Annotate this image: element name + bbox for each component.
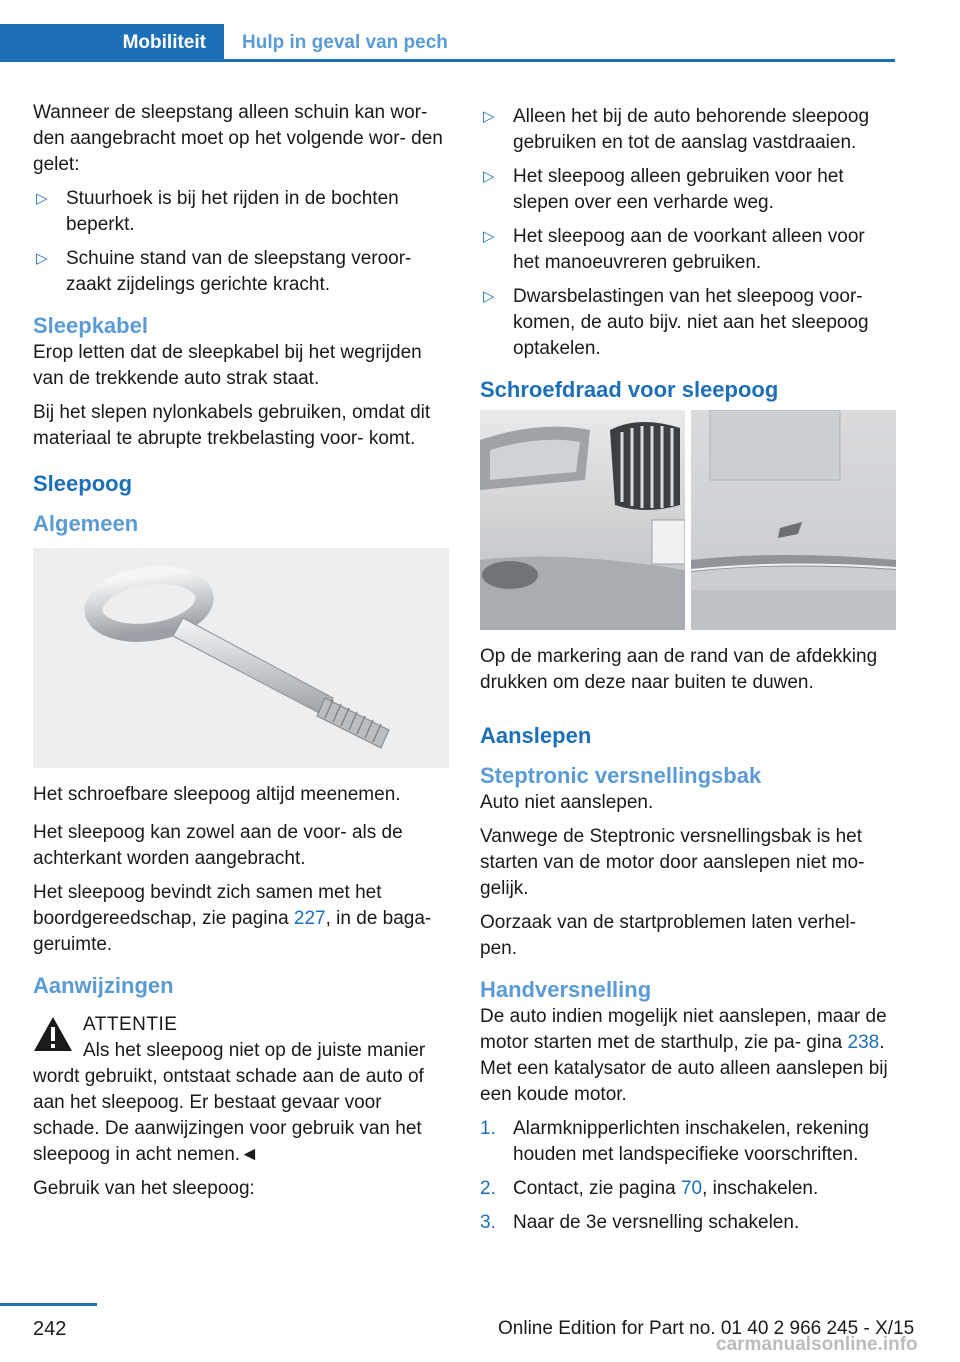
page-link-70[interactable]: 70 [680,1178,703,1199]
triangle-right-icon: ▷ [483,228,495,245]
list-item: ▷ Stuurhoek is bij het rijden in de bochten beperkt. [36,188,399,235]
list-item: ▷ Het sleepoog aan de voorkant alleen voor het manoeuvreren gebruiken. [483,226,865,273]
page-link-227[interactable]: 227 [293,908,326,929]
bumper-photo-illustration [480,410,896,630]
warning-block [33,1012,449,1168]
step-number: 1. [480,1118,496,1139]
triangle-right-icon: ▷ [36,250,48,267]
warning-triangle-icon [33,1016,73,1052]
heading-sleepoog: Sleepoog [33,471,133,496]
steptronic-paragraph-2: Vanwege de Steptronic versnellingsbak is het starten van de motor door aanslepen niet mo‐ gelijk. [480,826,865,899]
intro-bullet-list [33,186,449,298]
heading-aanslepen: Aanslepen [480,723,592,748]
list-item: ▷ Alleen het bij de auto behorende sleepoog gebruiken en tot de aanslag vastdraaien. [483,106,870,153]
list-item: ▷ Schuine stand van de sleepstang veroor‐ zaakt zijdelings gerichte kracht. [36,248,412,295]
left-column [33,100,449,1210]
algemeen-paragraph-3: Het sleepoog bevindt zich samen met het boordgereedschap, zie pagina 227, in de baga‐ geruimte. [33,882,432,955]
algemeen-paragraph-1: Het schroefbare sleepoog altijd meenemen. [33,784,401,805]
handversnelling-paragraph: De auto indien mogelijk niet aanslepen, maar de motor starten met de starthulp, zie pa‐ gina 238. Met een katalysator de auto alleen aanslepen bij een koude motor. [480,1006,888,1105]
intro-paragraph: Wanneer de sleepstang alleen schuin kan wor‐ den aangebracht moet op het volgende wor‐ den gelet: [33,102,443,175]
step-number: 2. [480,1178,496,1199]
sleepkabel-paragraph-1: Erop letten dat de sleepkabel bij het wegrijden van de trekkende auto strak staat. [33,342,422,389]
steptronic-paragraph-1: Auto niet aanslepen. [480,792,654,813]
page-link-238[interactable]: 238 [847,1032,880,1053]
edition-text: Online Edition for Part no. 01 40 2 966 245 - X/15 [498,1318,915,1339]
tab-hulp-in-geval-van-pech[interactable]: Hulp in geval van pech [242,32,448,53]
steptronic-paragraph-3: Oorzaak van de startproblemen laten verhel‐ pen. [480,912,856,959]
list-item: 1. Alarmknipperlichten inschakelen, rekening houden met landspecifieke voorschriften. [480,1118,869,1165]
warning-body: Als het sleepoog niet op de juiste manier wordt gebruikt, ontstaat schade aan de auto of aan het sleepoog. Er bestaat gevaar voor schade. De aanwijzingen voor gebruik van het sleepoog in acht nemen.◄ [33,1040,426,1165]
schroefdraad-paragraph: Op de markering aan de rand van de afdekking drukken om deze naar buiten te duwen. [480,646,878,693]
sleepkabel-paragraph-2: Bij het slepen nylonkabels gebruiken, omdat dit materiaal te abrupte trekbelasting voor‐ komt. [33,402,431,449]
list-item: ▷ Dwarsbelastingen van het sleepoog voor‐ komen, de auto bijv. niet aan het sleepoog optakelen. [483,286,869,359]
list-item: ▷ Het sleepoog alleen gebruiken voor het slepen over een verharde weg. [483,166,844,213]
algemeen-paragraph-2: Het sleepoog kan zowel aan de voor- als de achterkant worden aangebracht. [33,822,403,869]
heading-algemeen: Algemeen [33,511,139,536]
gebruik-paragraph: Gebruik van het sleepoog: [33,1178,255,1199]
warning-title: ATTENTIE [83,1014,178,1035]
triangle-right-icon: ▷ [483,108,495,125]
tow-eye-image [33,548,449,768]
steps-list [480,1116,896,1236]
triangle-right-icon: ▷ [36,190,48,207]
heading-handversnelling: Handversnelling [480,977,652,1002]
right-column [480,104,896,1244]
step-number: 3. [480,1212,496,1233]
heading-aanwijzingen: Aanwijzingen [33,973,174,998]
heading-steptronic: Steptronic versnellingsbak [480,763,762,788]
tow-eye-illustration [33,548,449,768]
footer-rule [0,1303,97,1306]
triangle-right-icon: ▷ [483,168,495,185]
page-number: 242 [33,1318,67,1340]
heading-sleepkabel: Sleepkabel [33,313,148,338]
triangle-right-icon: ▷ [483,288,495,305]
tab-mobiliteit[interactable]: Mobiliteit [0,24,224,62]
usage-bullet-list [480,104,896,362]
heading-schroefdraad: Schroefdraad voor sleepoog [480,377,779,402]
watermark: carmanualsonline.info [716,1334,918,1355]
list-item: 2. Contact, zie pagina 70, inschakelen. [480,1176,896,1202]
header-rule [0,59,895,62]
list-item: 3. Naar de 3e versnelling schakelen. [480,1210,896,1236]
bumper-photo [480,410,896,630]
page-header [0,24,895,62]
